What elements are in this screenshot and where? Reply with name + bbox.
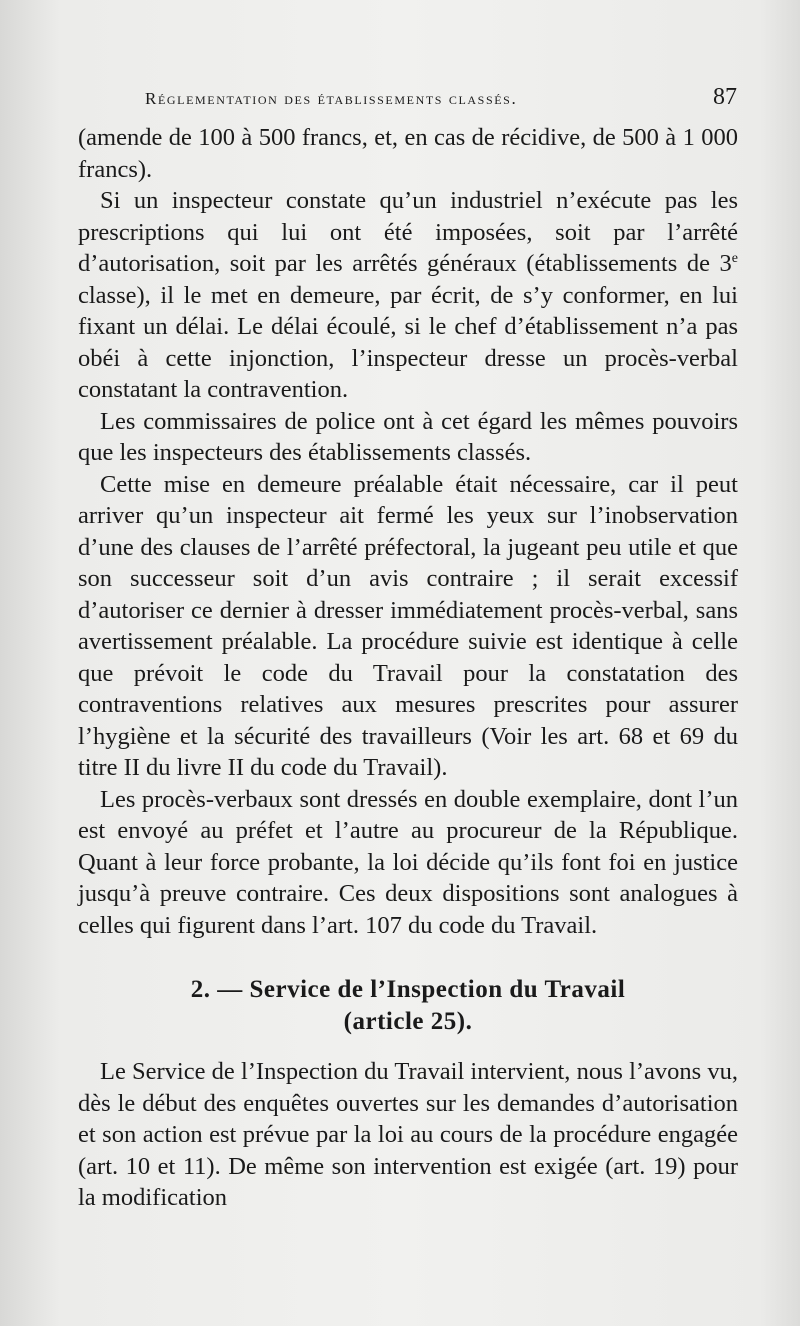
- paragraph: Les commissaires de police ont à cet égard les mêmes pouvoirs que les inspecteurs des établissements classés.: [78, 407, 738, 466]
- paragraph: Le Service de l’Inspection du Travail intervient, nous l’avons vu, dès le début des enquêtes ouvertes sur les demandes d’autorisation et son action est prévue par la loi au cours de la procédure engagée (art. 10 et 11). De même son intervention est exigée (art. 19) pour la modification: [78, 1058, 738, 1211]
- paragraph-text: classe), il le met en demeure, par écrit, de s’y conformer, en lui fixant un délai. Le délai écoulé, si le chef d’établissement n’a pas obéi à cette injonction, l’inspecteur dresse un procès-verbal constatant la contravention.: [78, 281, 738, 403]
- page-header: [145, 84, 737, 114]
- page-body: [78, 122, 738, 1214]
- section-heading-line: (article 25).: [343, 1008, 473, 1035]
- superscript: e: [731, 251, 738, 266]
- paragraph-text: Si un inspecteur constate qu’un industriel n’exécute pas les prescriptions qui lui ont été imposées, soit par l’arrêté d’autorisation, soit par les arrêtés généraux (établissements de 3: [78, 187, 738, 277]
- paragraph: (amende de 100 à 500 francs, et, en cas de récidive, de 500 à 1 000 francs).: [78, 124, 738, 183]
- paragraph: Les procès-verbaux sont dressés en double exemplaire, dont l’un est envoyé au préfet et l’autre au procureur de la République. Quant à leur force probante, la loi décide qu’ils font foi en justice jusqu’à preuve contraire. Ces deux dispositions sont analogues à celles qui figurent dans l’art. 107 du code du Travail.: [78, 785, 738, 939]
- paragraph: Cette mise en demeure préalable était nécessaire, car il peut arriver qu’un inspecteur ait fermé les yeux sur l’inobservation d’une des clauses de l’arrêté préfectoral, la jugeant peu utile et que son successeur soit d’un avis contraire ; il serait excessif d’autoriser ce dernier à dresser immédiatement procès-verbal, sans avertissement préalable. La procédure suivie est identique à celle que prévoit le code du Travail pour la constatation des contraventions relatives aux mesures prescrites pour assurer l’hygiène et la sécurité des travailleurs (Voir les art. 68 et 69 du titre II du livre II du code du Travail).: [78, 470, 738, 781]
- paragraph: [78, 185, 738, 406]
- page-number: 87: [713, 84, 737, 110]
- section-heading: [78, 974, 738, 1038]
- section-heading-line: 2. — Service de l’Inspection du Travail: [190, 976, 626, 1003]
- running-title: Réglementation des établissements classés.: [145, 89, 518, 108]
